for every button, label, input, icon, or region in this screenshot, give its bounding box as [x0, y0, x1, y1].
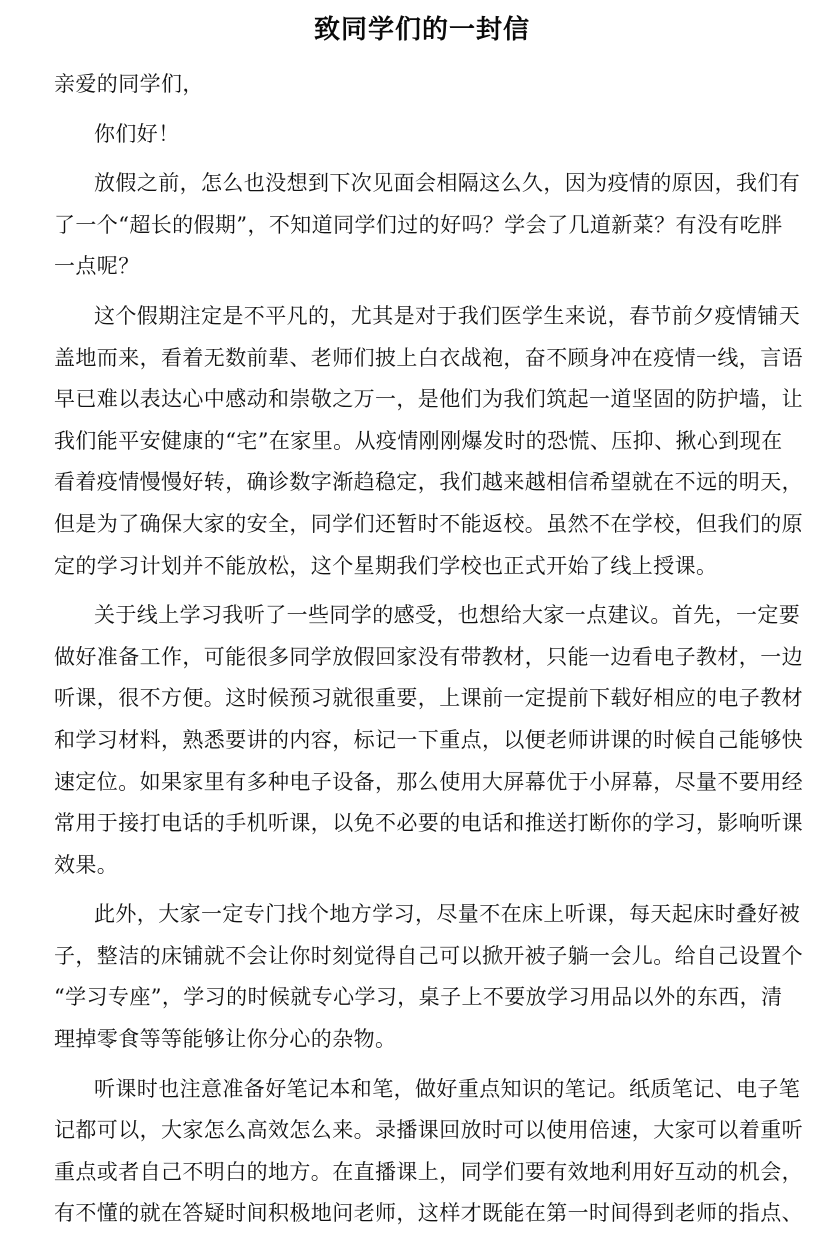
- paragraph-line: 关于线上学习我听了一些同学的感受，也想给大家一点建议。首先，一定要: [94, 603, 801, 628]
- paragraph-line: 看着疫情慢慢好转，确诊数字渐趋稳定，我们越来越相信希望就在不远的明天，: [54, 470, 803, 495]
- paragraph-line: 子，整洁的床铺就不会让你时刻觉得自己可以掀开被子躺一会儿。给自己设置个: [54, 943, 803, 968]
- paragraph-1: [54, 163, 801, 288]
- paragraph-line: 有不懂的就在答疑时间积极地问老师，这样才既能在第一时间得到老师的指点、: [54, 1201, 803, 1226]
- paragraph-5: [54, 1069, 803, 1235]
- paragraph-line: 常用于接打电话的手机听课，以免不必要的电话和推送打断你的学习，影响听课: [54, 811, 803, 836]
- paragraph-line: 盖地而来，看着无数前辈、老师们披上白衣战袍，奋不顾身冲在疫情一线，言语: [54, 345, 803, 370]
- paragraph-4: [54, 894, 803, 1060]
- paragraph-line: 记都可以，大家怎么高效怎么来。录播课回放时可以使用倍速，大家可以着重听: [54, 1118, 803, 1143]
- salutation: 亲爱的同学们，: [54, 72, 204, 96]
- paragraph-line: 重点或者自己不明白的地方。在直播课上，同学们要有效地利用好互动的机会，: [54, 1159, 803, 1184]
- paragraph-line: 速定位。如果家里有多种电子设备，那么使用大屏幕优于小屏幕，尽量不要用经: [54, 769, 803, 794]
- paragraph-line: 此外，大家一定专门找个地方学习，尽量不在床上听课，每天起床时叠好被: [94, 902, 801, 927]
- paragraph-2: [54, 296, 803, 587]
- paragraph-line: 这个假期注定是不平凡的，尤其是对于我们医学生来说，春节前夕疫情铺天: [94, 303, 801, 328]
- paragraph-line: 了一个“超长的假期”，不知道同学们过的好吗？学会了几道新菜？有没有吃胖: [54, 212, 783, 237]
- paragraph-3: [54, 595, 803, 886]
- paragraph-line: “学习专座”，学习的时候就专心学习，桌子上不要放学习用品以外的东西，清: [54, 985, 783, 1010]
- paragraph-line: 定的学习计划并不能放松，这个星期我们学校也正式开始了线上授课。: [54, 553, 718, 578]
- paragraph-line: 早已难以表达心中感动和崇敬之万一，是他们为我们筑起一道坚固的防护墙，让: [54, 387, 803, 412]
- paragraph-line: 做好准备工作，可能很多同学放假回家没有带教材，只能一边看电子教材，一边: [54, 644, 803, 669]
- paragraph-line: 和学习材料，熟悉要讲的内容，标记一下重点，以便老师讲课的时候自己能够快: [54, 727, 803, 752]
- paragraph-line: 理掉零食等等能够让你分心的杂物。: [54, 1027, 397, 1052]
- greeting: 你们好！: [94, 121, 180, 146]
- paragraph-line: 一点呢？: [54, 254, 140, 279]
- paragraph-line: 听课，很不方便。这时候预习就很重要，上课前一定提前下载好相应的电子教材: [54, 686, 803, 711]
- paragraph-line: 放假之前，怎么也没想到下次见面会相隔这么久，因为疫情的原因，我们有: [94, 171, 801, 196]
- paragraph-line: 但是为了确保大家的安全，同学们还暂时不能返校。虽然不在学校，但我们的原: [54, 511, 803, 536]
- letter-title: 致同学们的一封信: [313, 15, 530, 45]
- paragraph-line: 效果。: [54, 852, 119, 877]
- paragraph-line: 我们能平安健康的“宅”在家里。从疫情刚刚爆发时的恐慌、压抑、揪心到现在: [54, 428, 783, 453]
- paragraph-line: 听课时也注意准备好笔记本和笔，做好重点知识的笔记。纸质笔记、电子笔: [94, 1076, 801, 1101]
